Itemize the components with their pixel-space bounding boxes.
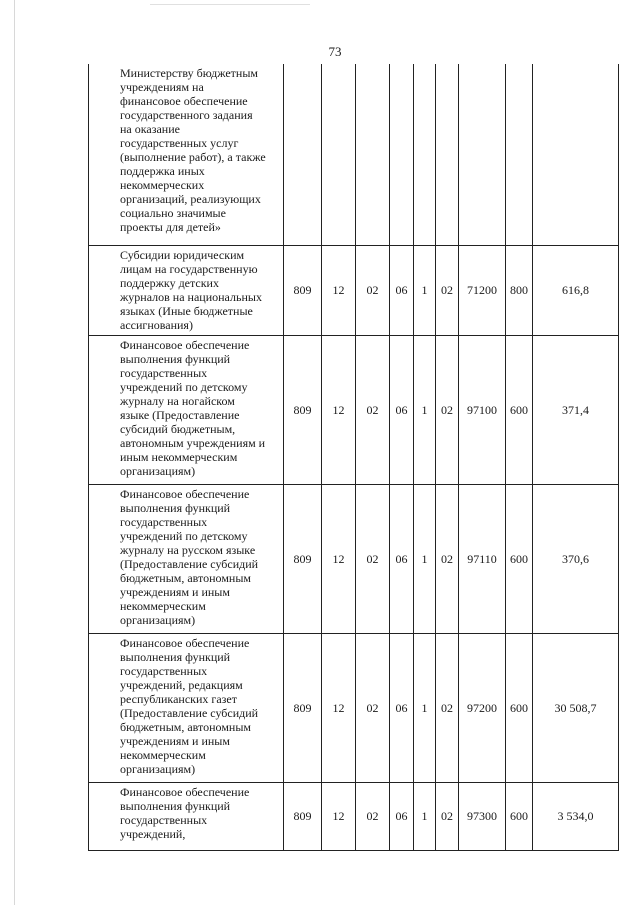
ministry-code: 809: [284, 633, 322, 782]
ministry-code: 809: [284, 335, 322, 484]
table-row: [89, 484, 619, 633]
scan-margin-line: [14, 0, 15, 905]
program-code: 06: [390, 484, 414, 633]
expense-type-code: 600: [506, 782, 533, 850]
main-activity-code: 02: [436, 245, 459, 335]
page-number: 73: [328, 44, 342, 59]
section-code: 12: [322, 633, 356, 782]
subsection-code: 02: [356, 335, 390, 484]
subsection-code: 02: [356, 633, 390, 782]
main-activity-code: 02: [436, 633, 459, 782]
program-code: 06: [390, 633, 414, 782]
program-code: 06: [390, 245, 414, 335]
ministry-code: 809: [284, 245, 322, 335]
subsection-code: 02: [356, 782, 390, 850]
table-row: [89, 64, 619, 245]
direction-code: 97110: [459, 484, 506, 633]
section-code: 12: [322, 335, 356, 484]
budget-table: [88, 64, 619, 851]
table-row: [89, 633, 619, 782]
amount-value: 370,6: [533, 484, 619, 633]
row-description: Финансовое обеспечение выполнения функций государственных учреждений по детскому журналу на ногайском языке (Предоставление субсидий бюджетным, автономным учреждениям и иным некоммерческим организациям): [89, 335, 284, 484]
direction-code: 71200: [459, 245, 506, 335]
program-code: 06: [390, 782, 414, 850]
subsection-code: 02: [356, 484, 390, 633]
main-activity-code: [436, 64, 459, 245]
row-description: Финансовое обеспечение выполнения функций государственных учреждений, редакциям республиканских газет (Предоставление субсидий бюджетным, автономным учреждениям и иным некоммерческим организациям): [89, 633, 284, 782]
expense-type-code: 600: [506, 335, 533, 484]
subsection-code: 02: [356, 245, 390, 335]
section-code: 12: [322, 245, 356, 335]
subprogram-code: 1: [414, 633, 436, 782]
section-code: 12: [322, 782, 356, 850]
scan-artifact-line: [150, 4, 310, 5]
section-code: 12: [322, 484, 356, 633]
program-code: 06: [390, 335, 414, 484]
main-activity-code: 02: [436, 335, 459, 484]
section-code: [322, 64, 356, 245]
table-row: [89, 245, 619, 335]
amount-value: 616,8: [533, 245, 619, 335]
main-activity-code: 02: [436, 484, 459, 633]
row-description: Субсидии юридическим лицам на государственную поддержку детских журналов на национальных языках (Иные бюджетные ассигнования): [89, 245, 284, 335]
expense-type-code: 800: [506, 245, 533, 335]
subprogram-code: 1: [414, 782, 436, 850]
table-row: [89, 335, 619, 484]
direction-code: [459, 64, 506, 245]
main-activity-code: 02: [436, 782, 459, 850]
expense-type-code: [506, 64, 533, 245]
ministry-code: [284, 64, 322, 245]
table-row: [89, 782, 619, 850]
expense-type-code: 600: [506, 633, 533, 782]
subprogram-code: [414, 64, 436, 245]
subprogram-code: 1: [414, 245, 436, 335]
amount-value: 30 508,7: [533, 633, 619, 782]
direction-code: 97200: [459, 633, 506, 782]
ministry-code: 809: [284, 782, 322, 850]
row-description: Министерству бюджетным учреждениям на финансовое обеспечение государственного задания на оказание государственных услуг (выполнение работ), а также поддержка иных некоммерческих организаций, реализующих социально значимые проекты для детей»: [89, 64, 284, 245]
subsection-code: [356, 64, 390, 245]
row-description: Финансовое обеспечение выполнения функций государственных учреждений,: [89, 782, 284, 850]
direction-code: 97300: [459, 782, 506, 850]
amount-value: 3 534,0: [533, 782, 619, 850]
row-description: Финансовое обеспечение выполнения функций государственных учреждений по детскому журналу на русском языке (Предоставление субсидий бюджетным, автономным учреждениям и иным некоммерческим организациям): [89, 484, 284, 633]
ministry-code: 809: [284, 484, 322, 633]
amount-value: [533, 64, 619, 245]
amount-value: 371,4: [533, 335, 619, 484]
program-code: [390, 64, 414, 245]
expense-type-code: 600: [506, 484, 533, 633]
subprogram-code: 1: [414, 484, 436, 633]
direction-code: 97100: [459, 335, 506, 484]
subprogram-code: 1: [414, 335, 436, 484]
